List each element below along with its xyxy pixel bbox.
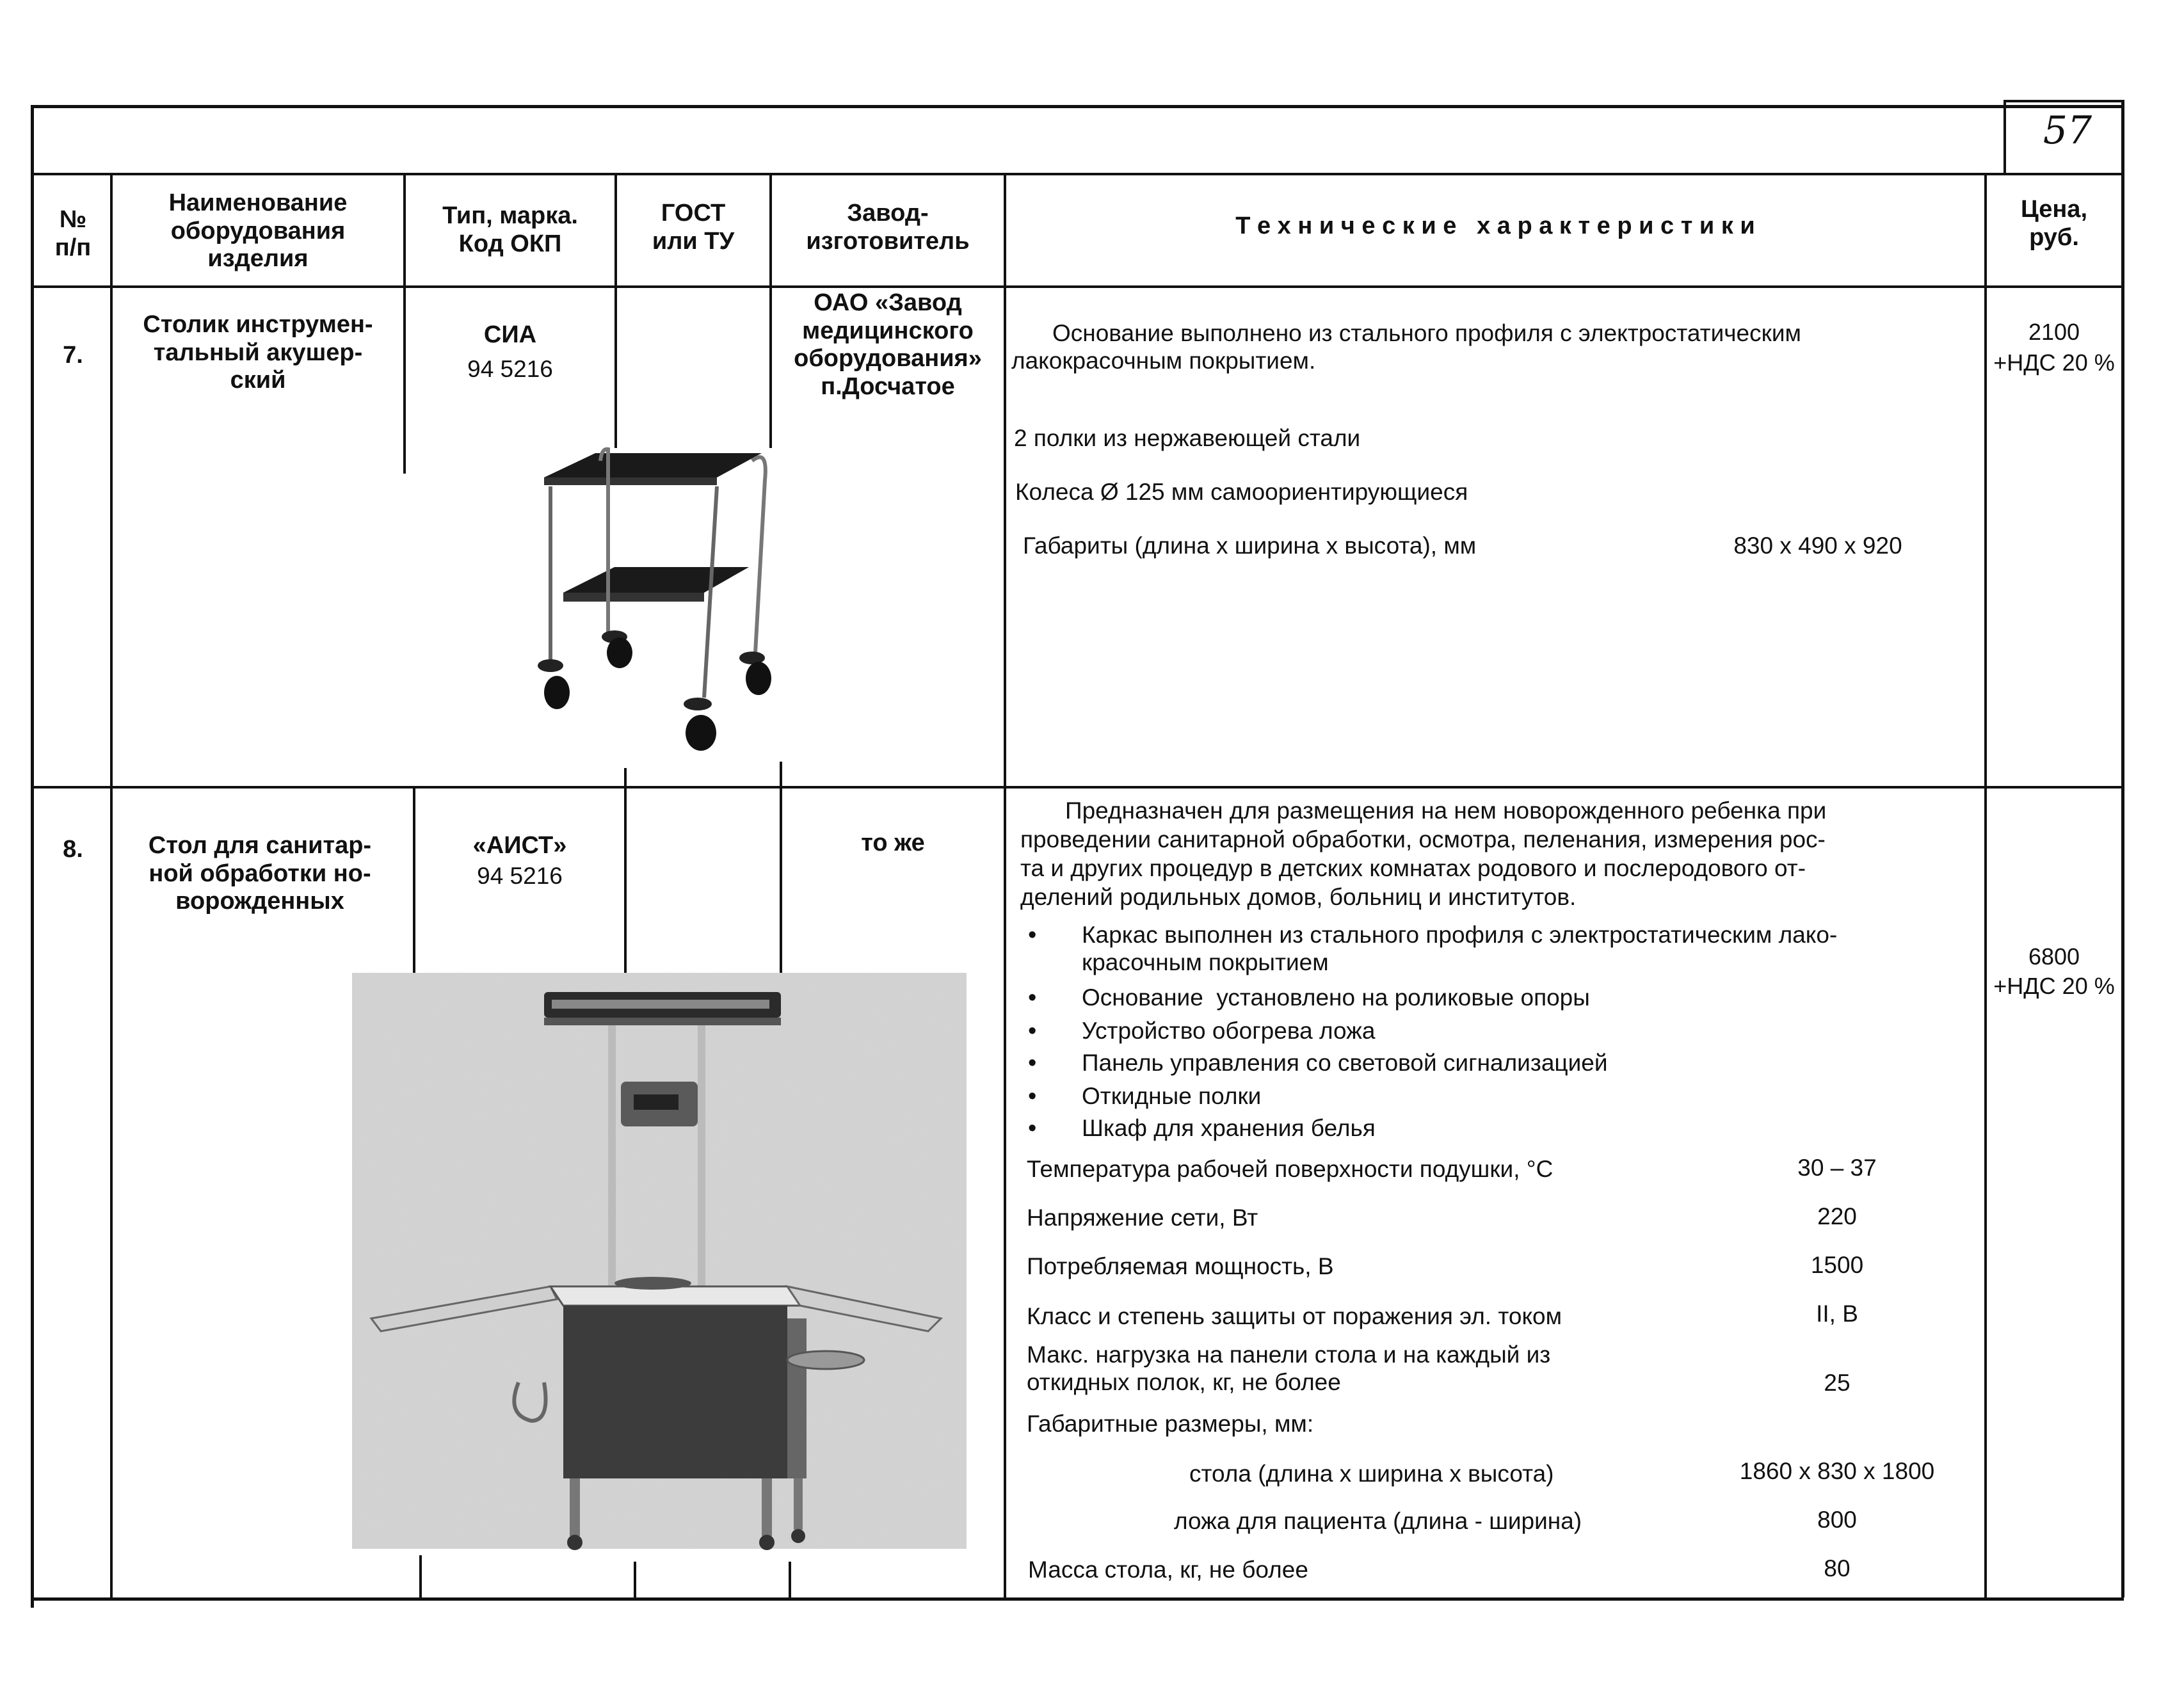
page-number-box-top	[2003, 100, 2124, 102]
row8-spec-1: Температура рабочей поверхности подушки, °С	[1027, 1156, 1554, 1182]
header-num: № п/п	[54, 206, 92, 261]
row-divider	[31, 786, 2124, 788]
row8-type-code: 94 5216	[477, 863, 563, 889]
col-line-5	[1004, 173, 1006, 1600]
row8-price: 6800	[2028, 943, 2080, 970]
row8-spec-2: Напряжение сети, Вт	[1027, 1205, 1258, 1231]
row7-type-brand: СИА	[483, 321, 537, 348]
page-number-box-left	[2003, 100, 2006, 174]
col-line-3b	[624, 768, 627, 979]
row8-bullet-1: •	[1028, 922, 1037, 949]
row7-maker: ОАО «Завод медицинского оборудования» п.Досчатое	[794, 289, 982, 401]
row7-price: 2100	[2028, 319, 2080, 345]
header-maker: Завод- изготовитель	[806, 200, 970, 255]
row8-spec-9: Масса стола, кг, не более	[1028, 1557, 1308, 1583]
newborn-table-image	[352, 973, 967, 1562]
row7-type-code: 94 5216	[467, 356, 553, 382]
row8-spec-5-value: 25	[1824, 1370, 1851, 1396]
row8-num: 8.	[63, 836, 83, 863]
row8-vat: +НДС 20 %	[1993, 973, 2115, 999]
col-line-4b	[780, 762, 782, 973]
row8-bullet-4: •	[1028, 1050, 1037, 1077]
header-type: Тип, марка. Код ОКП	[442, 202, 578, 257]
header-price: Цена, руб.	[2021, 196, 2087, 251]
row8-name: Стол для санитар- ной обработки но- ворожденных	[148, 832, 372, 915]
row8-maker: то же	[861, 829, 925, 856]
row7-vat: +НДС 20 %	[1993, 349, 2115, 376]
row7-name: Столик инструмен- тальный акушер- ский	[143, 311, 373, 394]
row8-bullet-1-text: Каркас выполнен из стального профиля с электростатическим лако- красочным покрытием	[1082, 922, 1838, 975]
row8-spec-1-value: 30 – 37	[1797, 1155, 1877, 1181]
header-name: Наименование оборудования изделия	[168, 189, 348, 273]
col-line-2c	[419, 1555, 422, 1600]
col-line-6	[1984, 173, 1987, 1600]
row8-bullet-6-text: Шкаф для хранения белья	[1082, 1115, 1376, 1141]
row8-spec-8: ложа для пациента (длина - ширина)	[1174, 1508, 1582, 1534]
row8-bullet-2: •	[1028, 984, 1037, 1011]
row8-description: Предназначен для размещения на нем новорожденного ребенка при проведении санитарной обработки, осмотра, пеленания, измерения рос- та и других процедур в детских комнатах родового и послеродового от- делений родильных домов, больниц и институтов.	[1020, 797, 1827, 911]
row8-bullet-3-text: Устройство обогрева ложа	[1082, 1018, 1376, 1044]
row8-bullet-6: •	[1028, 1115, 1037, 1142]
row7-spec-2: Колеса Ø 125 мм самоориентирующиеся	[1015, 479, 1468, 505]
instrument-trolley-image	[525, 442, 794, 774]
row8-spec-7: стола (длина х ширина х высота)	[1189, 1461, 1554, 1487]
page-number: 57	[2043, 108, 2092, 153]
row8-bullet-4-text: Панель управления со световой сигнализацией	[1082, 1050, 1608, 1076]
row8-spec-2-value: 220	[1817, 1203, 1857, 1229]
header-bottom-line	[31, 285, 2124, 288]
row8-bullet-5: •	[1028, 1083, 1037, 1110]
col-line-3c	[634, 1562, 636, 1600]
row7-spec-1: 2 полки из нержавеющей стали	[1014, 425, 1361, 451]
row8-type-brand: «АИСТ»	[472, 832, 567, 859]
table-bottom-border	[31, 1597, 2124, 1601]
table-left-border	[31, 105, 34, 1608]
row7-description: Основание выполнено из стального профиля с электростатическим лакокрасочным покрытием.	[1011, 320, 1801, 374]
row8-bullet-3: •	[1028, 1018, 1037, 1045]
table-right-border	[2121, 100, 2124, 1597]
header-top-line	[31, 173, 2124, 175]
row8-spec-4: Класс и степень защиты от поражения эл. током	[1027, 1303, 1562, 1329]
row8-spec-7-value: 1860 х 830 х 1800	[1739, 1458, 1935, 1484]
row7-num: 7.	[63, 342, 83, 369]
row8-bullet-2-text: Основание установлено на роликовые опоры	[1082, 984, 1590, 1011]
col-line-4c	[789, 1562, 791, 1600]
row8-spec-6: Габаритные размеры, мм:	[1027, 1411, 1314, 1437]
row8-spec-5: Макс. нагрузка на панели стола и на каждый из откидных полок, кг, не более	[1027, 1341, 1551, 1395]
header-specs: Т е х н и ч е с к и е х а р а к т е р и с т и к и	[1235, 212, 1755, 239]
row8-spec-3-value: 1500	[1810, 1252, 1864, 1278]
row8-bullet-5-text: Откидные полки	[1082, 1083, 1262, 1109]
row7-spec-3: Габариты (длина х ширина х высота), мм	[1023, 532, 1477, 559]
row8-spec-8-value: 800	[1817, 1507, 1857, 1533]
table-top-border	[31, 105, 2124, 108]
header-gost: ГОСТ или ТУ	[652, 200, 735, 255]
row8-spec-9-value: 80	[1824, 1555, 1851, 1581]
row8-spec-3: Потребляемая мощность, В	[1027, 1253, 1334, 1279]
row7-spec-3-value: 830 х 490 х 920	[1733, 532, 1902, 559]
row8-spec-4-value: II, В	[1816, 1301, 1858, 1327]
